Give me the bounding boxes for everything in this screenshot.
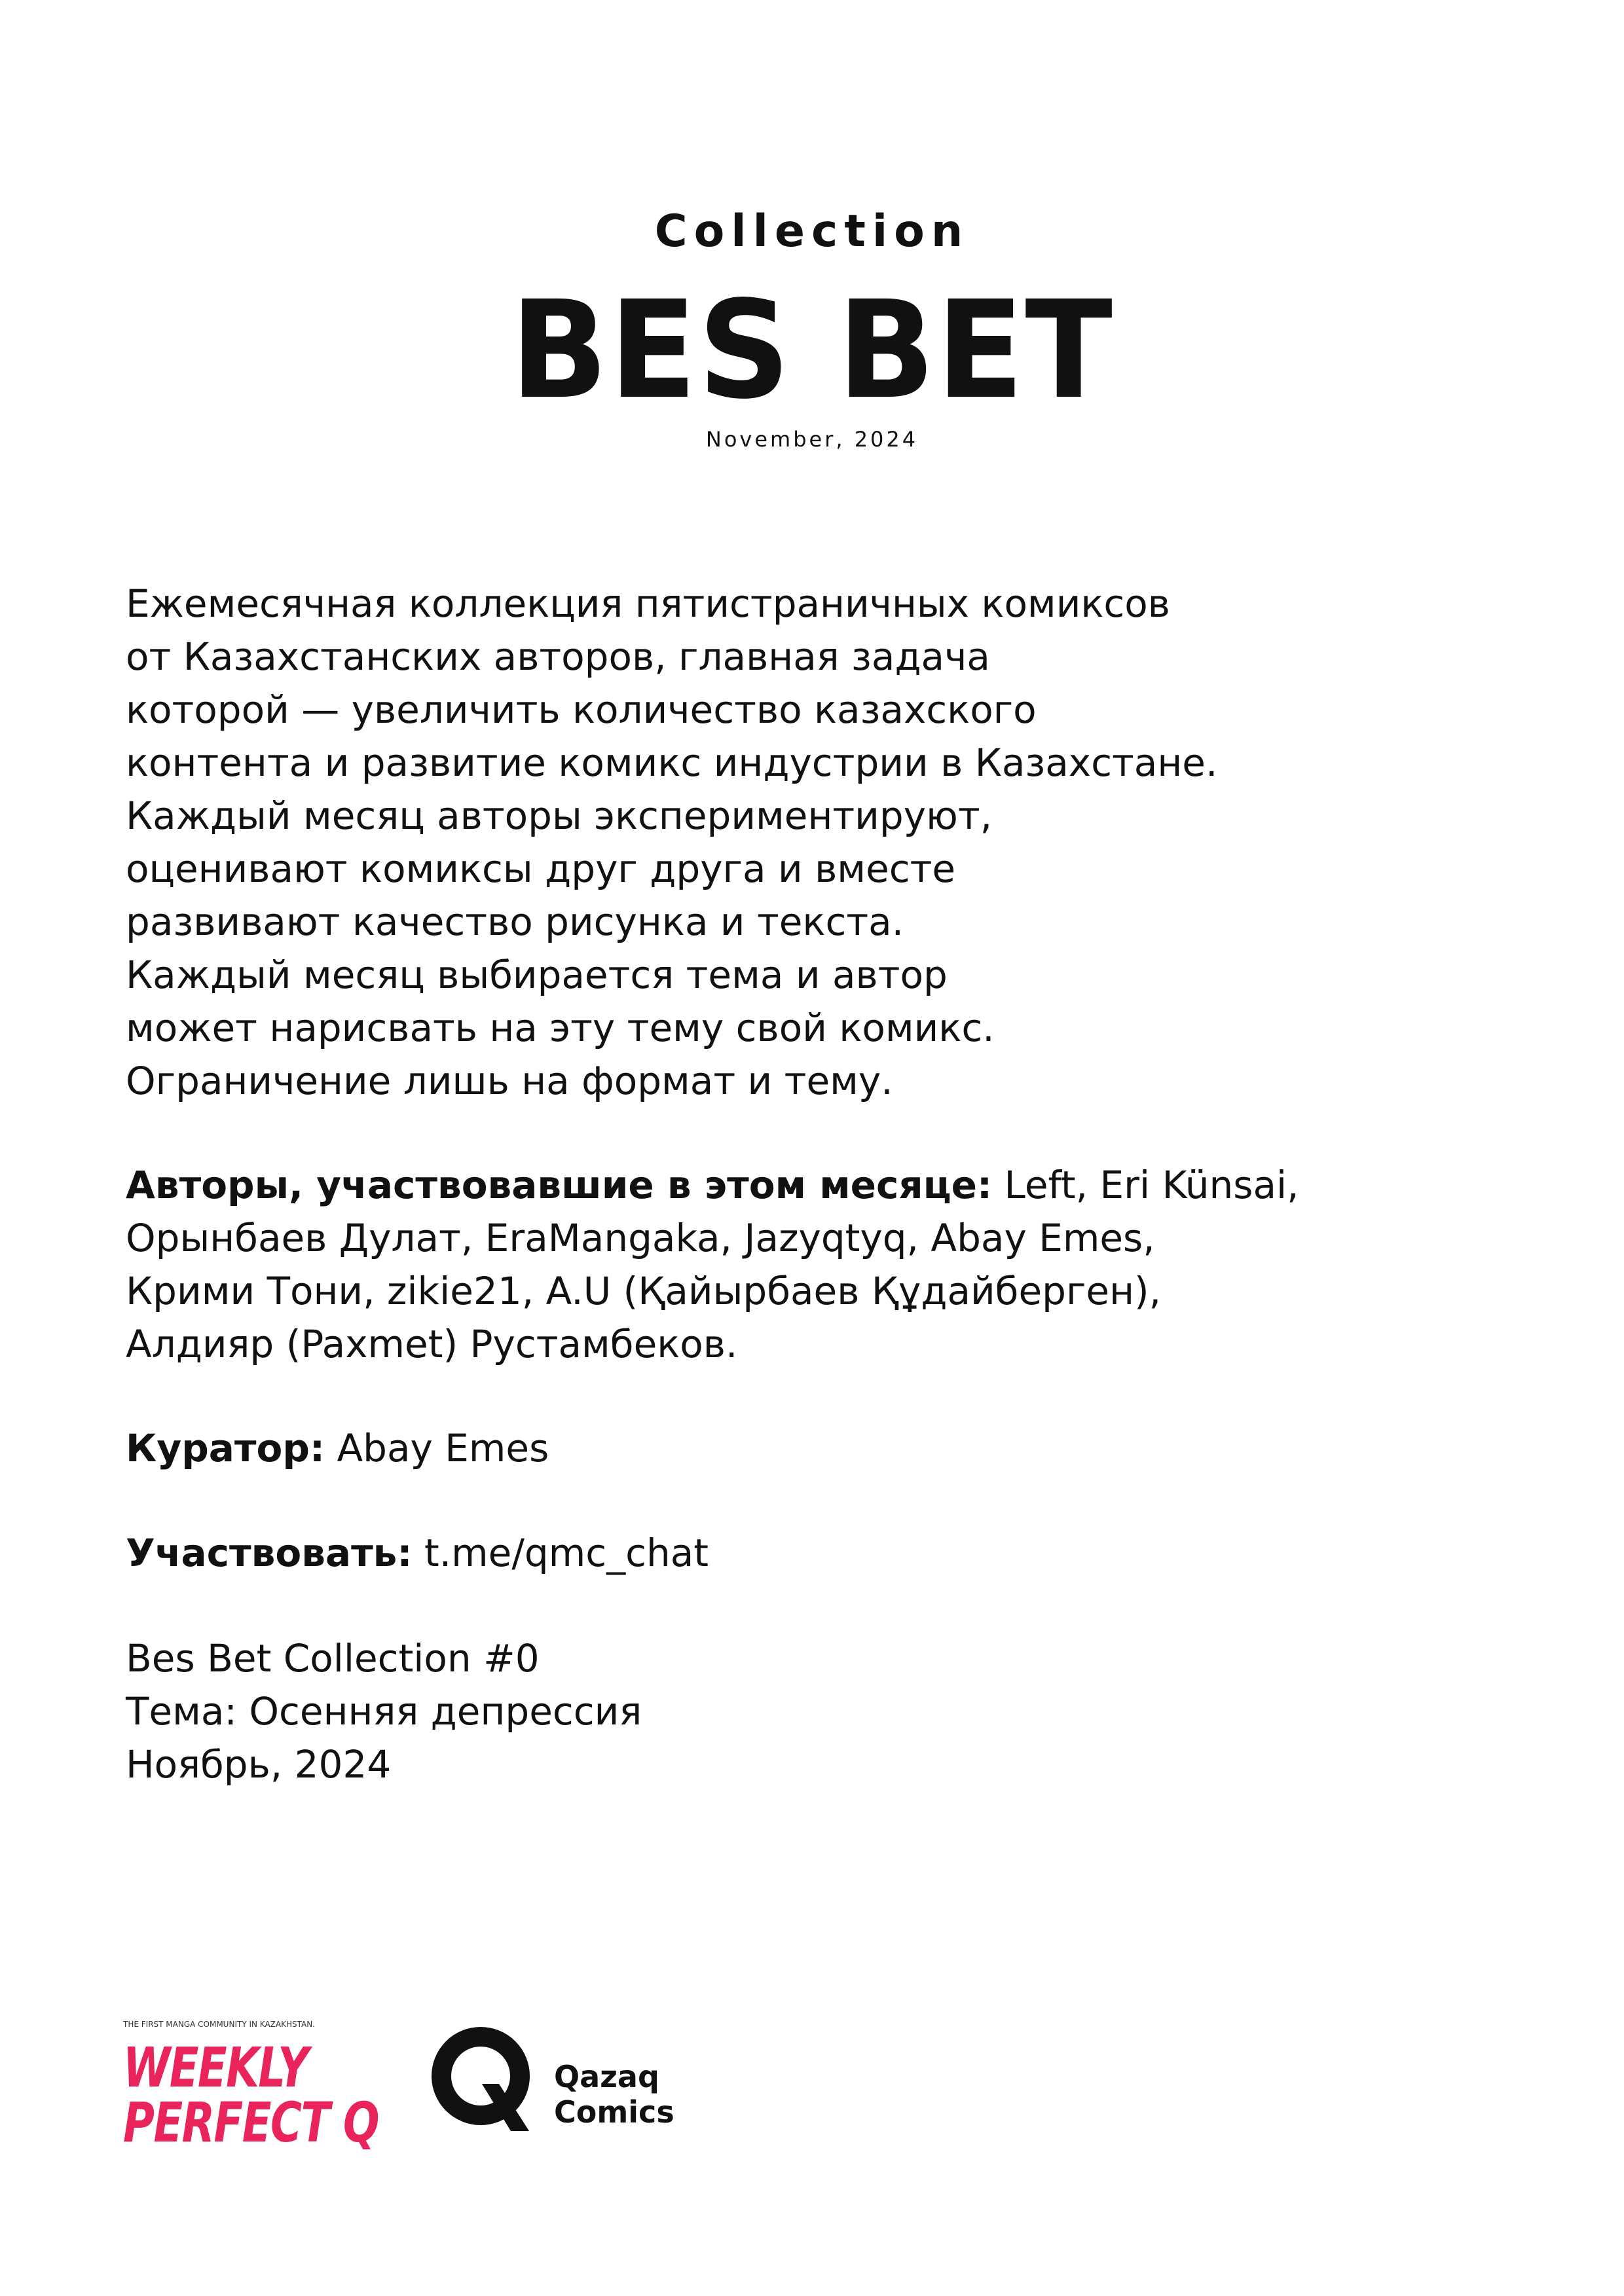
wpq-tagline: THE FIRST MANGA COMMUNITY IN KAZAKHSTAN.	[123, 2020, 315, 2029]
participate-link[interactable]: t.me/qmc_chat	[412, 1531, 709, 1575]
qazaq-comics-q-icon	[431, 2026, 536, 2138]
weekly-perfect-q-logo	[123, 2020, 378, 2170]
issue-number: Bes Bet Collection #0	[126, 1636, 540, 1681]
curator-label: Куратор:	[126, 1426, 325, 1470]
authors-label: Авторы, участвовавшие в этом месяце:	[126, 1163, 993, 1207]
authors-paragraph	[126, 1159, 1527, 1371]
footer-logos	[0, 1997, 1624, 2193]
qazaq-comics-logo-text: Qazaq Comics	[554, 2059, 674, 2130]
issue-date: November, 2024	[705, 427, 919, 452]
collection-label: Collection	[654, 206, 970, 257]
page-header	[0, 206, 1624, 452]
wpq-line-weekly: WEEKLY	[123, 2035, 308, 2100]
participate-label: Участвовать:	[126, 1531, 413, 1575]
curator-name: Abay Emes	[325, 1426, 549, 1470]
curator-line	[126, 1422, 1527, 1475]
page-title: BES BET	[510, 272, 1114, 429]
issue-month: Ноябрь, 2024	[126, 1742, 392, 1787]
issue-theme: Тема: Осенняя депрессия	[126, 1689, 642, 1734]
authors-list: Left, Eri Künsai, Орынбаев Дулат, EraMangaka, Jazyqtyq, Abay Emes, Крими Тони, zikie21, A.U (Қайырбаев Құдайберген), Алдияр (Paxmet) Рустамбеков.	[126, 1163, 1299, 1366]
participate-line	[126, 1527, 1527, 1580]
issue-info	[126, 1632, 1527, 1791]
description-paragraph: Ежемесячная коллекция пятистраничных комиксов от Казахстанских авторов, главная задача которой — увеличить количество казахского контента и развитие комикс индустрии в Казахстане. Каждый месяц авторы экспериментируют, оценивают комиксы друг друга и вместе развивают качество рисунка и текста. Каждый месяц выбирается тема и автор может нарисвать на эту тему свой комикс. Ограничение лишь на формат и тему.	[126, 581, 1218, 1103]
wpq-line-perfect-q: PERFECT Q	[123, 2090, 378, 2155]
